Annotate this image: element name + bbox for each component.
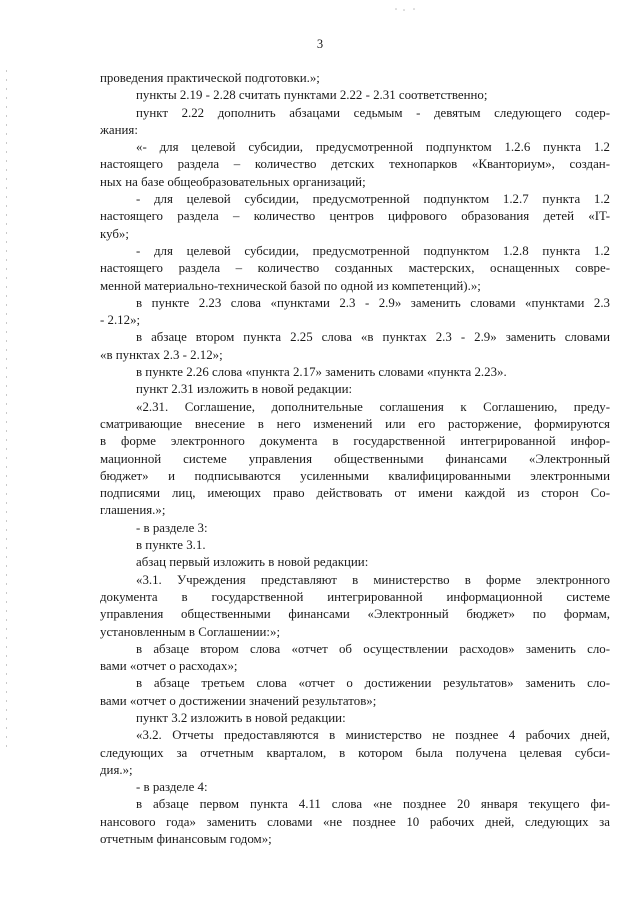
text-line: дия.»; [100, 762, 133, 777]
text-line: «3.2. Отчеты предоставляются в министерство не позднее 4 рабочих дней, [136, 728, 610, 743]
text-line: в абзаце втором пункта 2.25 слова «в пунктах 2.3 - 2.9» заменить словами [136, 330, 610, 345]
text-line: - для целевой субсидии, предусмотренной подпунктом 1.2.8 пункта 1.2 [136, 243, 610, 258]
text-line: бюджет» и подписываются усиленными квалифицированными электронными [100, 468, 610, 483]
text-line: пункт 3.2 изложить в новой редакции: [136, 710, 346, 725]
text-line: «- для целевой субсидии, предусмотренной подпунктом 1.2.6 пункта 1.2 [136, 140, 610, 155]
text-line: в абзаце первом пункта 4.11 слова «не позднее 20 января текущего фи- [136, 797, 610, 812]
text-line: жания: [100, 122, 138, 137]
text-line: вами «отчет о достижении значений результатов»; [100, 693, 377, 708]
text-line: документа в государственной интегрированной информационной системе [100, 589, 610, 604]
text-line: «в пунктах 2.3 - 2.12»; [100, 347, 223, 362]
text-line: настоящего раздела – количество центров цифрового образования детей «IT- [100, 209, 610, 224]
text-line: пункты 2.19 - 2.28 считать пунктами 2.22 - 2.31 соответственно; [136, 88, 488, 103]
document-body [100, 70, 610, 848]
text-line: установленным в Соглашении:»; [100, 624, 281, 639]
text-line: подписями лиц, имеющих право действовать от имени каждой из сторон Со- [100, 486, 610, 501]
text-line: мационной системе управления общественными финансами «Электронный [100, 451, 610, 466]
text-line: - для целевой субсидии, предусмотренной подпунктом 1.2.7 пункта 1.2 [136, 192, 610, 207]
text-line: отчетным финансовым годом»; [100, 832, 272, 847]
text-line: пункт 2.31 изложить в новой редакции: [136, 382, 353, 397]
text-line: в пункте 2.26 слова «пункта 2.17» заменить словами «пункта 2.23». [136, 365, 507, 380]
text-line: - 2.12»; [100, 313, 141, 328]
text-line: настоящего раздела – количество созданных мастерских, оснащенных совре- [100, 261, 610, 276]
text-line: - в разделе 4: [136, 780, 208, 795]
text-line: «3.1. Учреждения представляют в министерство в форме электронного [136, 572, 610, 587]
text-line: менной материально-технической базой по одной из компетенций).»; [100, 278, 481, 293]
text-line: абзац первый изложить в новой редакции: [136, 555, 369, 570]
text-line: сматривающие внесение в него изменений или его расторжение, формируются [100, 416, 610, 431]
text-line: нансового года» заменить словами «не позднее 10 рабочих дней, следующих за [100, 814, 610, 829]
scan-margin-mark [6, 70, 7, 750]
text-line: в абзаце третьем слова «отчет о достижении результатов» заменить сло- [136, 676, 610, 691]
text-line: следующих за отчетным кварталом, в котором была получена целевая субси- [100, 745, 610, 760]
text-line: в абзаце втором слова «отчет об осуществлении расходов» заменить сло- [136, 641, 610, 656]
page-number: 3 [316, 37, 324, 51]
text-line: пункт 2.22 дополнить абзацами седьмым - девятым следующего содер- [136, 105, 610, 120]
text-line: в пункте 2.23 слова «пунктами 2.3 - 2.9» заменить словами «пунктами 2.3 [136, 295, 610, 310]
text-line: куб»; [100, 226, 129, 241]
text-line: проведения практической подготовки.»; [100, 71, 320, 85]
text-line: в пункте 3.1. [136, 538, 206, 553]
text-line: - в разделе 3: [136, 520, 208, 535]
text-line: ных на базе общеобразовательных организаций; [100, 174, 366, 189]
text-line: управления общественными финансами «Электронный бюджет» по формам, [100, 607, 610, 622]
text-line: в форме электронного документа в государственной интегрированной инфор- [100, 434, 610, 449]
scan-artifact [392, 0, 422, 6]
text-line: глашения.»; [100, 503, 166, 518]
text-line: вами «отчет о расходах»; [100, 659, 238, 674]
text-line: настоящего раздела – количество детских технопарков «Кванториум», создан- [100, 157, 610, 172]
text-line: «2.31. Соглашение, дополнительные соглашения к Соглашению, преду- [136, 399, 610, 414]
